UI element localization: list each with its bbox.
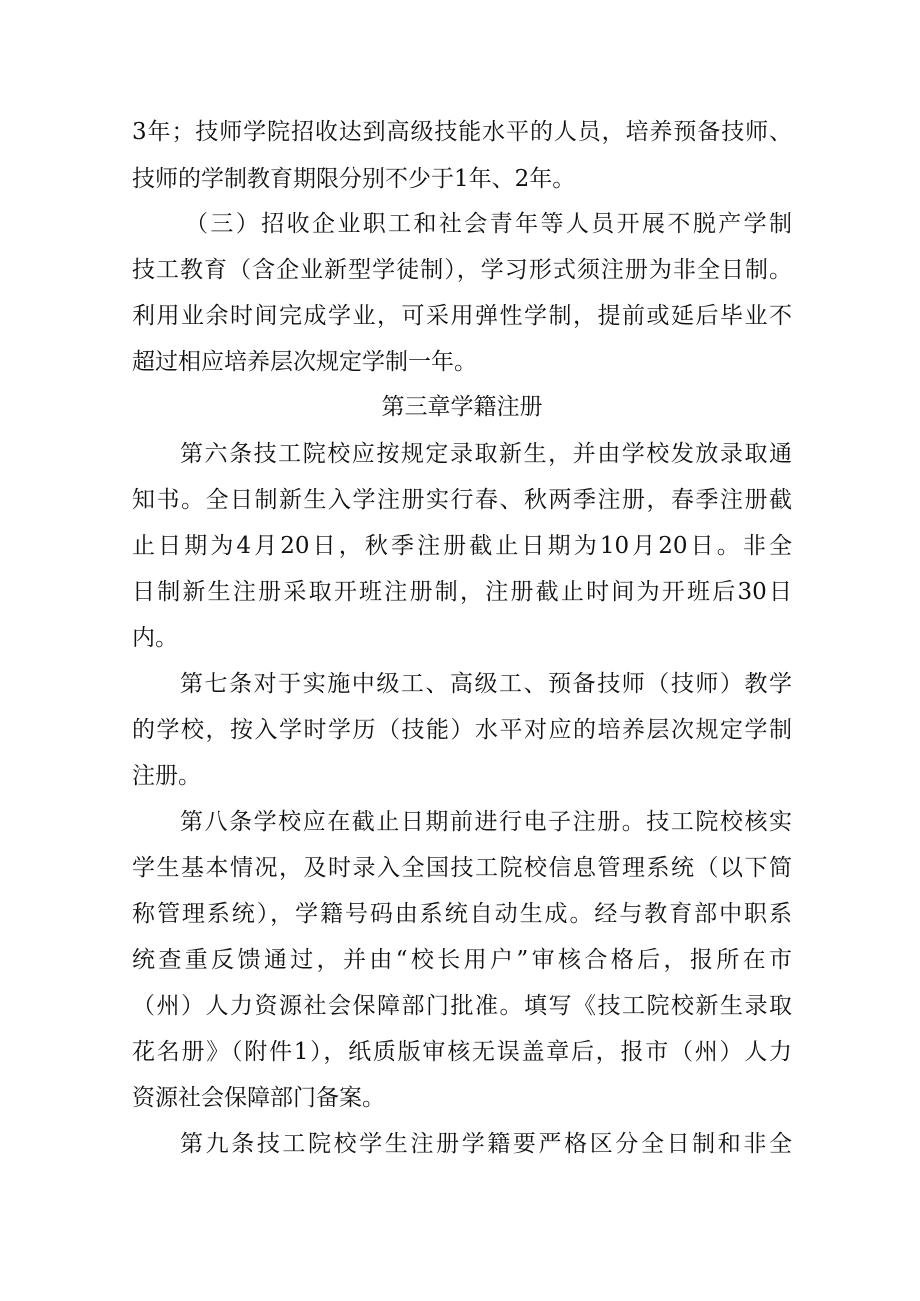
text-line: 注册。: [132, 763, 201, 789]
text-line: 称管理系统），学籍号码由系统自动生成。经与教育部中职系: [132, 901, 792, 927]
text-line: 统查重反馈通过，并由“校长用户”审核合格后，报所在市: [132, 947, 792, 973]
text-line: 3年；技师学院招收达到高级技能水平的人员，培养预备技师、: [132, 119, 792, 145]
text-line: 内。: [132, 625, 178, 651]
text-line: 学生基本情况，及时录入全国技工院校信息管理系统（以下简: [132, 855, 792, 881]
text-line: 第九条技工院校学生注册学籍要严格区分全日制和非全: [180, 1131, 792, 1157]
text-line: （三）招收企业职工和社会青年等人员开展不脱产学制: [185, 211, 792, 237]
text-line: 第七条对于实施中级工、高级工、预备技师（技师）教学: [180, 671, 792, 697]
text-line: 止日期为4月20日，秋季注册截止日期为10月20日。非全: [132, 533, 792, 559]
text-line: 花名册》（附件1），纸质版审核无误盖章后，报市（州）人力: [132, 1039, 792, 1065]
text-line: 技师的学制教育期限分别不少于1年、2年。: [132, 166, 576, 192]
text-line: 资源社会保障部门备案。: [132, 1085, 385, 1111]
text-line: 利用业余时间完成学业，可采用弹性学制，提前或延后毕业不: [132, 303, 792, 329]
text-line: 第八条学校应在截止日期前进行电子注册。技工院校核实: [180, 809, 792, 835]
chapter-heading: 第三章学籍注册: [381, 394, 543, 420]
text-line: 第六条技工院校应按规定录取新生，并由学校发放录取通: [180, 441, 792, 467]
text-line: 技工教育（含企业新型学徒制），学习形式须注册为非全日制。: [132, 257, 792, 283]
text-line: 的学校，按入学时学历（技能）水平对应的培养层次规定学制: [132, 717, 792, 743]
text-line: 超过相应培养层次规定学制一年。: [132, 349, 477, 375]
text-line: 知书。全日制新生入学注册实行春、秋两季注册，春季注册截: [132, 487, 792, 513]
text-line: 日制新生注册采取开班注册制，注册截止时间为开班后30日: [132, 579, 792, 605]
text-line: （州）人力资源社会保障部门批准。填写《技工院校新生录取: [132, 993, 792, 1019]
